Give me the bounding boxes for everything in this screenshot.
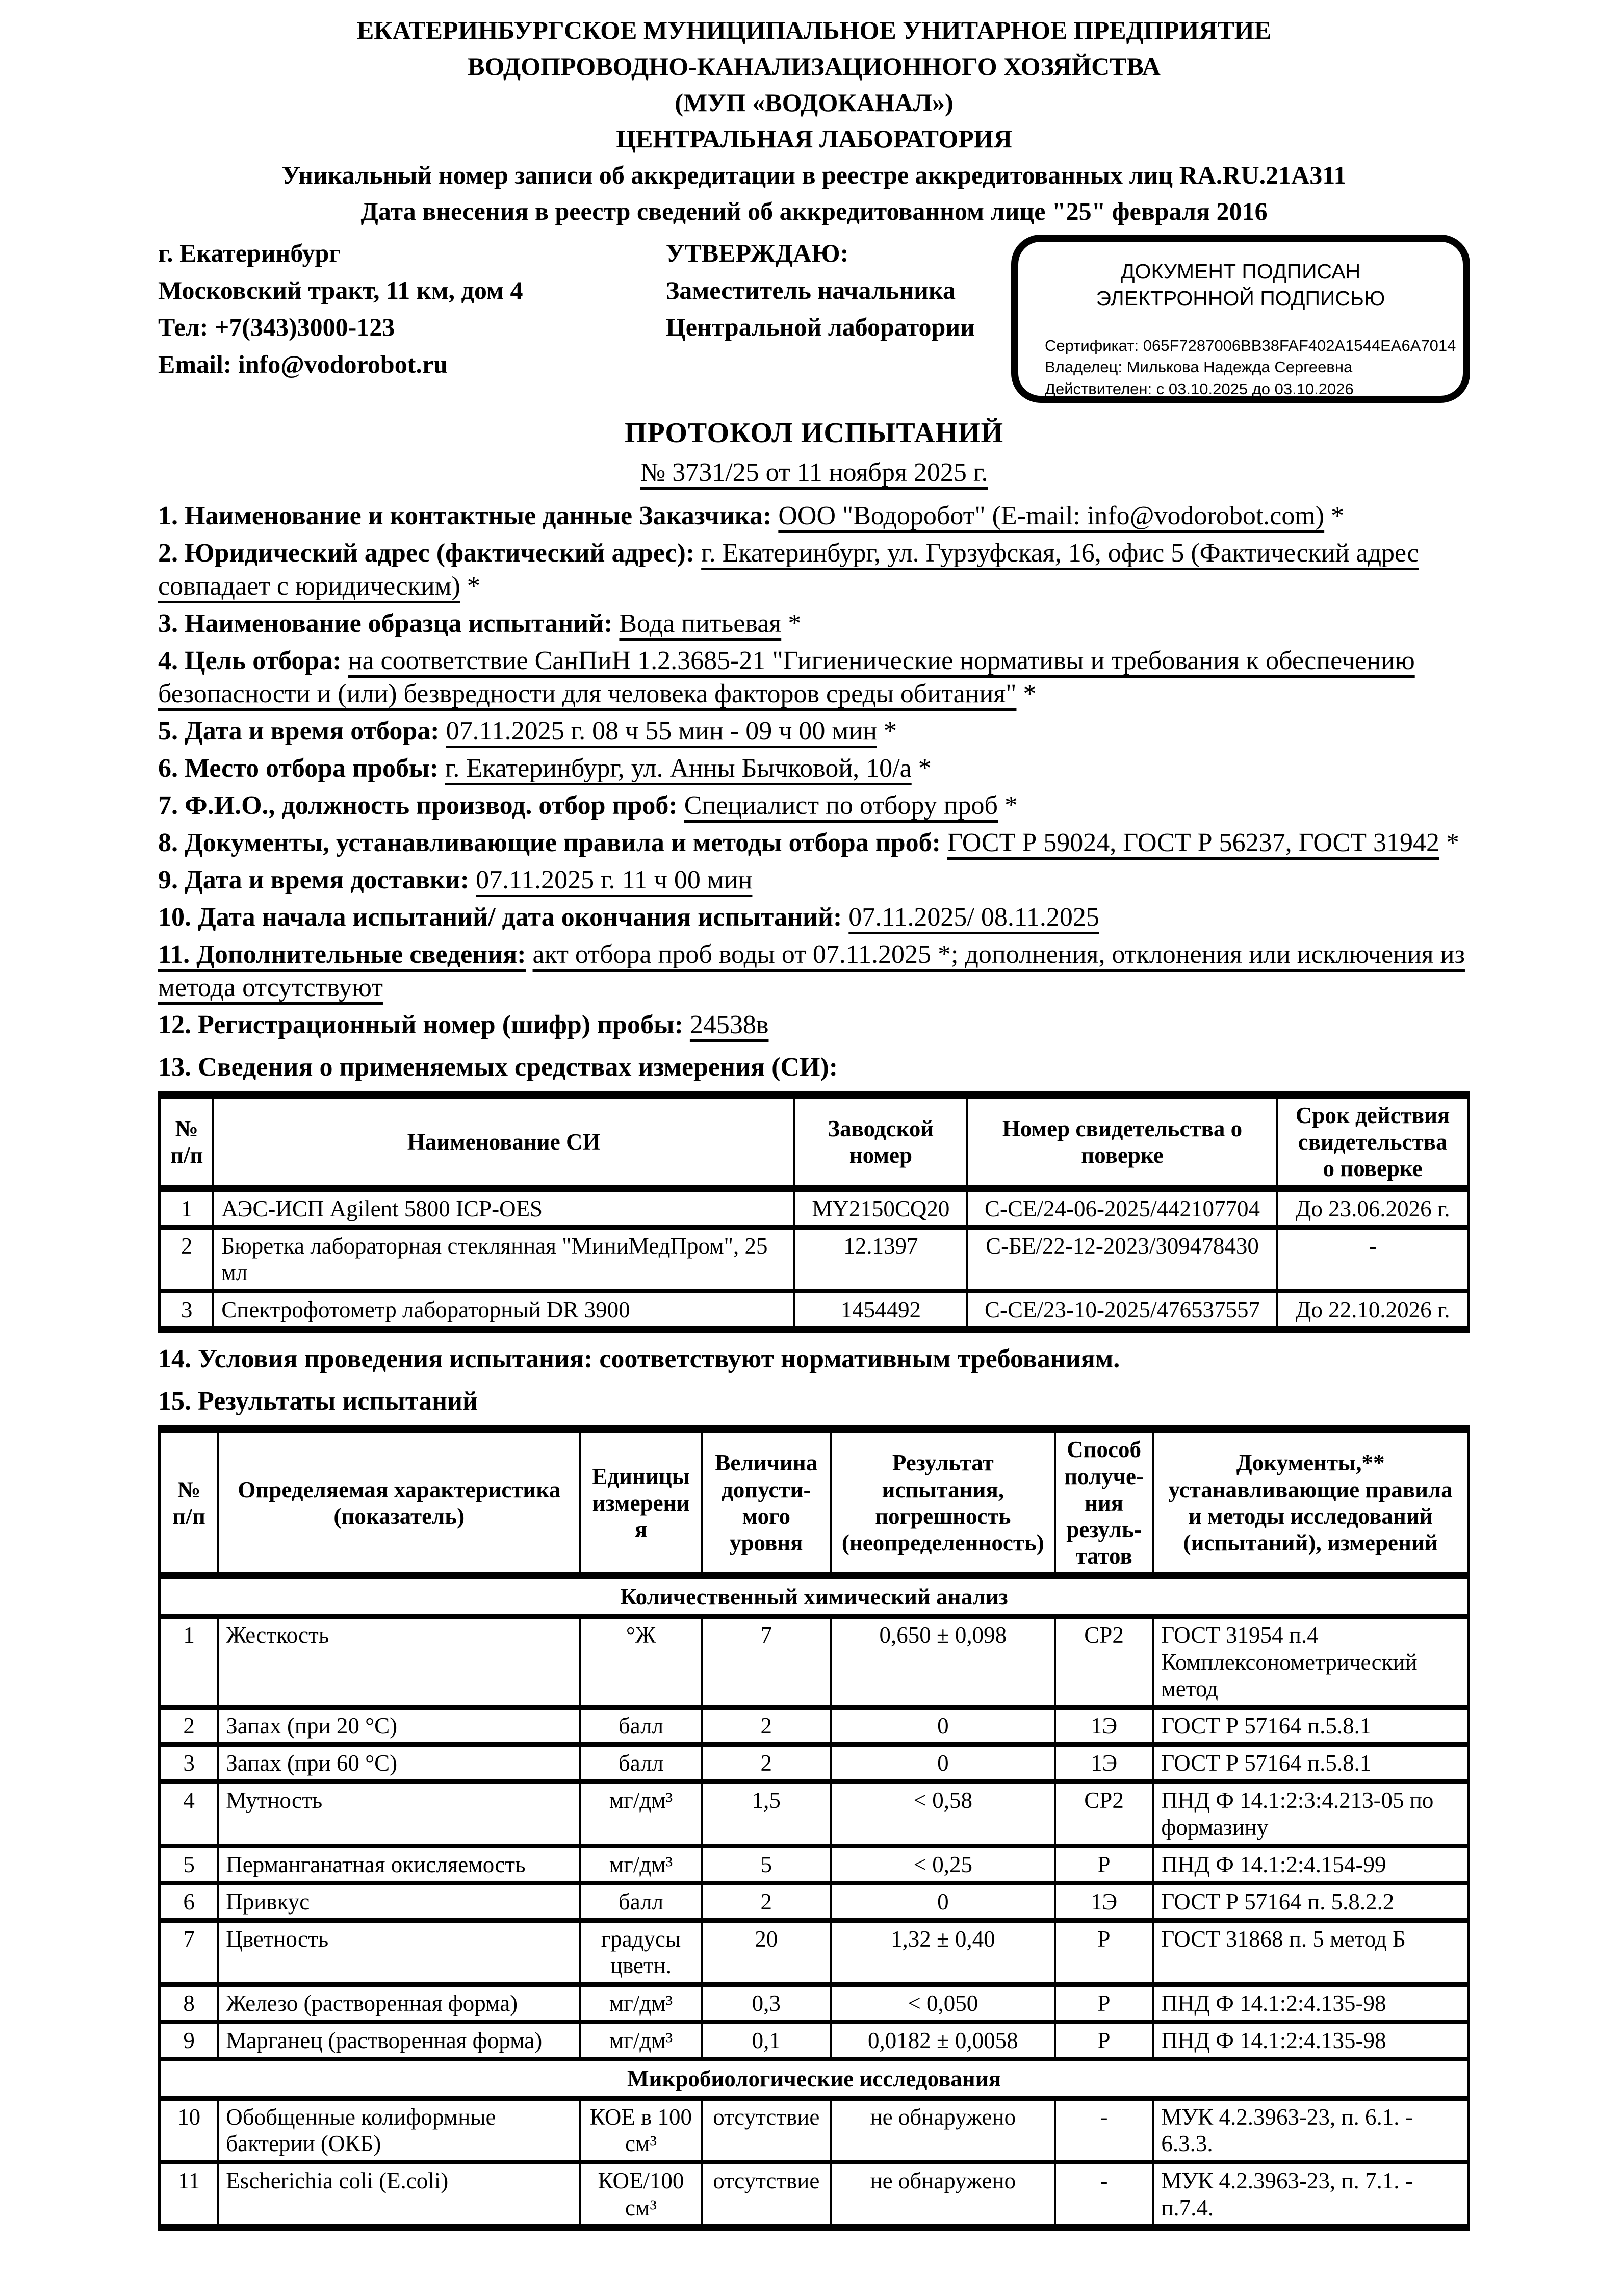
- results-table-row: [160, 1921, 1469, 1984]
- item-label: 2. Юридический адрес (фактический адрес):: [158, 539, 695, 568]
- protocol-item: [158, 752, 1470, 785]
- protocol-item: [158, 1008, 1470, 1041]
- digital-signature-stamp: [1011, 235, 1470, 403]
- results-table-cell: Р: [1055, 1921, 1153, 1984]
- results-table-cell: Железо (растворенная форма): [218, 1984, 580, 2022]
- results-table-cell: 5: [160, 1846, 218, 1883]
- results-table-cell: 2: [160, 1707, 218, 1745]
- si-table-cell: Бюретка лабораторная стеклянная "МиниМедПром", 25 мл: [213, 1227, 794, 1291]
- si-table-cell: Спектрофотометр лабораторный DR 3900: [213, 1291, 794, 1330]
- stamp-certificate: Сертификат: 065F7287006BB38FAF402A1544EA6A7014: [1045, 336, 1456, 354]
- results-table-header-cell: Единицы измерения: [580, 1429, 701, 1576]
- results-table-cell: 1Э: [1055, 1707, 1153, 1745]
- si-table-header-cell: Номер свидетельства о поверке: [967, 1095, 1277, 1189]
- item-label: 10. Дата начала испытаний/ дата окончания испытаний:: [158, 903, 842, 932]
- results-table-cell: ГОСТ Р 57164 п.5.8.1: [1153, 1745, 1469, 1782]
- lab-phone: Тел: +7(343)3000-123: [158, 313, 395, 341]
- results-table-cell: Р: [1055, 1846, 1153, 1883]
- item-label: 12. Регистрационный номер (шифр) пробы:: [158, 1010, 683, 1039]
- results-table-cell: Р: [1055, 1984, 1153, 2022]
- results-table-cell: ГОСТ 31954 п.4 Комплексонометрический метод: [1153, 1617, 1469, 1707]
- results-table-cell: Мутность: [218, 1782, 580, 1846]
- accreditation-line: Уникальный номер записи об аккредитации в реестре аккредитованных лиц RA.RU.21А311: [281, 161, 1347, 189]
- registry-date-line: Дата внесения в реестр сведений об аккредитованном лице "25" февраля 2016: [360, 197, 1268, 225]
- results-table-cell: ПНД Ф 14.1:2:4.154-99: [1153, 1846, 1469, 1883]
- org-name-line2: ВОДОПРОВОДНО-КАНАЛИЗАЦИОННОГО ХОЗЯЙСТВА: [468, 52, 1161, 81]
- results-table-cell: ГОСТ 31868 п. 5 метод Б: [1153, 1921, 1469, 1984]
- results-table-cell: Запах (при 20 °С): [218, 1707, 580, 1745]
- protocol-number-text: № 3731/25 от 11 ноября 2025 г.: [640, 458, 988, 487]
- item-label: 1. Наименование и контактные данные Заказчика:: [158, 501, 772, 530]
- results-table-cell: 6: [160, 1883, 218, 1920]
- results-table-cell: Escherichia coli (E.coli): [218, 2162, 580, 2228]
- results-table-cell: ПНД Ф 14.1:2:3:4.213-05 по формазину: [1153, 1782, 1469, 1846]
- results-table-cell: балл: [580, 1707, 701, 1745]
- results-table-cell: Перманганатная окисляемость: [218, 1846, 580, 1883]
- org-name-line4: ЦЕНТРАЛЬНАЯ ЛАБОРАТОРИЯ: [616, 124, 1012, 153]
- results-table-cell: мг/дм³: [580, 1782, 701, 1846]
- results-table-cell: Обобщенные колиформные бактерии (ОКБ): [218, 2099, 580, 2162]
- results-table-header-row: [160, 1429, 1469, 1576]
- results-table-cell: КОЕ в 100 см³: [580, 2099, 701, 2162]
- si-table-cell: С-СЕ/24-06-2025/442107704: [967, 1189, 1277, 1228]
- results-table-cell: Р: [1055, 2022, 1153, 2059]
- stamp-owner: Владелец: Милькова Надежда Сергеевна: [1045, 358, 1353, 376]
- results-table-cell: 0: [831, 1707, 1055, 1745]
- results-table-cell: мг/дм³: [580, 2022, 701, 2059]
- item-label: 4. Цель отбора:: [158, 646, 342, 675]
- results-table-cell: 0: [831, 1745, 1055, 1782]
- results-table-cell: -: [1055, 2099, 1153, 2162]
- results-section-row: [160, 1576, 1469, 1617]
- results-table-cell: 2: [702, 1707, 831, 1745]
- results-table-cell: 1: [160, 1617, 218, 1707]
- item-value: ГОСТ Р 59024, ГОСТ Р 56237, ГОСТ 31942: [947, 828, 1439, 857]
- lab-city: г. Екатеринбург: [158, 239, 341, 267]
- results-table-row: [160, 2022, 1469, 2059]
- results-table-cell: 1Э: [1055, 1883, 1153, 1920]
- results-table-cell: мг/дм³: [580, 1846, 701, 1883]
- si-table-cell: 1: [160, 1189, 213, 1228]
- results-table-cell: Марганец (растворенная форма): [218, 2022, 580, 2059]
- item-value: 07.11.2025/ 08.11.2025: [848, 903, 1099, 932]
- results-table-cell: 9: [160, 2022, 218, 2059]
- results-table-cell: 0,3: [702, 1984, 831, 2022]
- results-table-row: [160, 1745, 1469, 1782]
- results-table-cell: 0,650 ± 0,098: [831, 1617, 1055, 1707]
- results-table-row: [160, 1707, 1469, 1745]
- results-table-cell: отсутствие: [702, 2099, 831, 2162]
- protocol-item: [158, 938, 1470, 1004]
- results-table-cell: не обнаружено: [831, 2099, 1055, 2162]
- item-value: ООО "Водоробот" (E-mail: info@vodorobot.com): [778, 501, 1325, 530]
- results-table-cell: 1,5: [702, 1782, 831, 1846]
- si-table-cell: До 22.10.2026 г.: [1277, 1291, 1469, 1330]
- si-table-cell: 2: [160, 1227, 213, 1291]
- protocol-item: [158, 607, 1470, 640]
- org-header: [158, 12, 1470, 229]
- results-table-cell: 0,1: [702, 2022, 831, 2059]
- item-asterisk: *: [877, 717, 897, 746]
- results-table-cell: 8: [160, 1984, 218, 2022]
- results-table-cell: МУК 4.2.3963-23, п. 7.1. - п.7.4.: [1153, 2162, 1469, 2228]
- lab-contacts: [158, 235, 666, 382]
- results-heading: 15. Результаты испытаний: [158, 1387, 478, 1416]
- item-label: 11. Дополнительные сведения:: [158, 940, 526, 969]
- results-table-cell: МУК 4.2.3963-23, п. 6.1. - 6.3.3.: [1153, 2099, 1469, 2162]
- si-table-header-cell: Срок действия свидетельства о поверке: [1277, 1095, 1469, 1189]
- results-table-cell: ГОСТ Р 57164 п. 5.8.2.2: [1153, 1883, 1469, 1920]
- results-table-header-cell: Определяемая характеристика (показатель): [218, 1429, 580, 1576]
- si-table-row: [160, 1189, 1469, 1228]
- page-title: ПРОТОКОЛ ИСПЫТАНИЙ: [624, 417, 1004, 449]
- item-label: 3. Наименование образца испытаний:: [158, 609, 613, 638]
- results-table-cell: ПНД Ф 14.1:2:4.135-98: [1153, 2022, 1469, 2059]
- approval-title: УТВЕРЖДАЮ:: [665, 239, 849, 267]
- si-table-cell: С-СЕ/23-10-2025/476537557: [967, 1291, 1277, 1330]
- approval-line1: Заместитель начальника: [665, 275, 956, 304]
- si-table-cell: С-БЕ/22-12-2023/309478430: [967, 1227, 1277, 1291]
- si-table-cell: До 23.06.2026 г.: [1277, 1189, 1469, 1228]
- si-table-row: [160, 1227, 1469, 1291]
- items-list: [158, 499, 1470, 1041]
- item-asterisk: *: [460, 572, 480, 601]
- protocol-item: [158, 863, 1470, 897]
- item-value: г. Екатеринбург, ул. Анны Бычковой, 10/а: [445, 754, 912, 783]
- results-table-header-cell: Результат испытания, погрешность (неопределенность): [831, 1429, 1055, 1576]
- item-value: 24538в: [689, 1010, 769, 1039]
- item-value: акт отбора проб воды от 07.11.2025 *; дополнения, отклонения или исключения из метода отсутствуют: [158, 940, 1465, 1002]
- item-value: Вода питьевая: [619, 609, 782, 638]
- results-table-cell: 0: [831, 1883, 1055, 1920]
- si-table-header-cell: № п/п: [160, 1095, 213, 1189]
- conditions-line: 14. Условия проведения испытания: соответствуют нормативным требованиям.: [158, 1344, 1120, 1374]
- protocol-item: [158, 499, 1470, 532]
- si-table-row: [160, 1291, 1469, 1330]
- lab-email: Email: info@vodorobot.ru: [158, 349, 448, 378]
- results-table-cell: < 0,58: [831, 1782, 1055, 1846]
- stamp-title: [1018, 258, 1463, 313]
- results-table-cell: 5: [702, 1846, 831, 1883]
- protocol-item: [158, 901, 1470, 934]
- results-table-cell: балл: [580, 1883, 701, 1920]
- results-table-cell: 3: [160, 1745, 218, 1782]
- results-table-cell: градусы цветн.: [580, 1921, 701, 1984]
- item-asterisk: *: [998, 791, 1018, 820]
- results-table: [158, 1425, 1470, 2231]
- item-asterisk: *: [1016, 679, 1037, 708]
- results-table-cell: 11: [160, 2162, 218, 2228]
- results-table-row: [160, 2162, 1469, 2228]
- results-table-cell: 4: [160, 1782, 218, 1846]
- item-value: 07.11.2025 г. 08 ч 55 мин - 09 ч 00 мин: [446, 717, 877, 746]
- protocol-item: [158, 826, 1470, 859]
- stamp-title-line2: ЭЛЕКТРОННОЙ ПОДПИСЬЮ: [1096, 287, 1385, 311]
- stamp-validity: Действителен: с 03.10.2025 до 03.10.2026: [1045, 380, 1354, 398]
- results-table-cell: < 0,050: [831, 1984, 1055, 2022]
- approval-block: [666, 235, 1011, 346]
- si-table-header-cell: Заводской номер: [794, 1095, 967, 1189]
- item-label: 9. Дата и время доставки:: [158, 865, 470, 895]
- results-table-cell: не обнаружено: [831, 2162, 1055, 2228]
- org-name-line3: (МУП «ВОДОКАНАЛ»): [675, 88, 954, 117]
- results-table-cell: < 0,25: [831, 1846, 1055, 1883]
- protocol-number: [158, 456, 1470, 489]
- si-table-cell: 3: [160, 1291, 213, 1330]
- results-table-header-cell: Величина допусти- мого уровня: [702, 1429, 831, 1576]
- stamp-title-line1: ДОКУМЕНТ ПОДПИСАН: [1120, 260, 1361, 283]
- si-table: [158, 1091, 1470, 1333]
- si-table-cell: 1454492: [794, 1291, 967, 1330]
- stamp-details: [1018, 335, 1463, 400]
- item-asterisk: *: [1439, 828, 1459, 857]
- results-table-cell: Запах (при 60 °С): [218, 1745, 580, 1782]
- results-table-header-cell: № п/п: [160, 1429, 218, 1576]
- results-table-cell: СР2: [1055, 1617, 1153, 1707]
- item-asterisk: *: [781, 609, 802, 638]
- results-table-row: [160, 1846, 1469, 1883]
- results-table-cell: ГОСТ Р 57164 п.5.8.1: [1153, 1707, 1469, 1745]
- si-table-cell: 12.1397: [794, 1227, 967, 1291]
- results-table-cell: °Ж: [580, 1617, 701, 1707]
- top-info-row: [158, 235, 1470, 403]
- results-table-cell: Жесткость: [218, 1617, 580, 1707]
- protocol-item: [158, 644, 1470, 710]
- results-table-cell: мг/дм³: [580, 1984, 701, 2022]
- results-table-cell: отсутствие: [702, 2162, 831, 2228]
- si-table-header-row: [160, 1095, 1469, 1189]
- results-table-cell: 0,0182 ± 0,0058: [831, 2022, 1055, 2059]
- item-value: г. Екатеринбург, ул. Гурзуфская, 16, офис 5 (Фактический адрес совпадает с юридическим): [158, 539, 1419, 601]
- results-table-cell: 10: [160, 2099, 218, 2162]
- results-table-cell: -: [1055, 2162, 1153, 2228]
- results-table-row: [160, 2099, 1469, 2162]
- item-value: Специалист по отбору проб: [684, 791, 998, 820]
- results-table-cell: Цветность: [218, 1921, 580, 1984]
- results-table-cell: ПНД Ф 14.1:2:4.135-98: [1153, 1984, 1469, 2022]
- results-table-cell: 2: [702, 1883, 831, 1920]
- protocol-item: [158, 715, 1470, 748]
- si-table-cell: -: [1277, 1227, 1469, 1291]
- item-asterisk: *: [911, 754, 932, 783]
- results-table-cell: 1,32 ± 0,40: [831, 1921, 1055, 1984]
- lab-address: Московский тракт, 11 км, дом 4: [158, 275, 523, 304]
- results-table-cell: Привкус: [218, 1883, 580, 1920]
- item-asterisk: *: [1324, 501, 1345, 530]
- si-section-heading: 13. Сведения о применяемых средствах измерения (СИ):: [158, 1053, 838, 1082]
- protocol-item: [158, 789, 1470, 822]
- item-value: на соответствие СанПиН 1.2.3685-21 "Гигиенические нормативы и требования к обеспечению безопасности и (или) безвредности для человека факторов среды обитания": [158, 646, 1415, 708]
- results-table-cell: КОЕ/100 см³: [580, 2162, 701, 2228]
- results-section-title: Количественный химический анализ: [160, 1576, 1469, 1617]
- results-table-cell: 1Э: [1055, 1745, 1153, 1782]
- item-value: 07.11.2025 г. 11 ч 00 мин: [476, 865, 753, 895]
- results-section-row: [160, 2059, 1469, 2098]
- org-name-line1: ЕКАТЕРИНБУРГСКОЕ МУНИЦИПАЛЬНОЕ УНИТАРНОЕ ПРЕДПРИЯТИЕ: [356, 16, 1272, 44]
- approval-line2: Центральной лаборатории: [665, 313, 975, 341]
- results-table-cell: СР2: [1055, 1782, 1153, 1846]
- si-table-header-cell: Наименование СИ: [213, 1095, 794, 1189]
- results-table-row: [160, 1617, 1469, 1707]
- si-table-cell: АЭС-ИСП Agilent 5800 ICP-OES: [213, 1189, 794, 1228]
- item-label: 8. Документы, устанавливающие правила и методы отбора проб:: [158, 828, 941, 857]
- results-table-row: [160, 1984, 1469, 2022]
- item-label: 5. Дата и время отбора:: [158, 717, 440, 746]
- results-table-header-cell: Способ получе- ния резуль- татов: [1055, 1429, 1153, 1576]
- results-section-title: Микробиологические исследования: [160, 2059, 1469, 2098]
- si-table-cell: MY2150CQ20: [794, 1189, 967, 1228]
- results-table-cell: 7: [160, 1921, 218, 1984]
- protocol-item: [158, 537, 1470, 603]
- results-table-row: [160, 1782, 1469, 1846]
- results-table-cell: балл: [580, 1745, 701, 1782]
- item-label: 6. Место отбора пробы:: [158, 754, 439, 783]
- results-table-cell: 2: [702, 1745, 831, 1782]
- results-table-row: [160, 1883, 1469, 1920]
- results-table-cell: 20: [702, 1921, 831, 1984]
- results-table-header-cell: Документы,** устанавливающие правила и методы исследований (испытаний), измерений: [1153, 1429, 1469, 1576]
- item-label: 7. Ф.И.О., должность производ. отбор проб:: [158, 791, 678, 820]
- results-table-cell: 7: [702, 1617, 831, 1707]
